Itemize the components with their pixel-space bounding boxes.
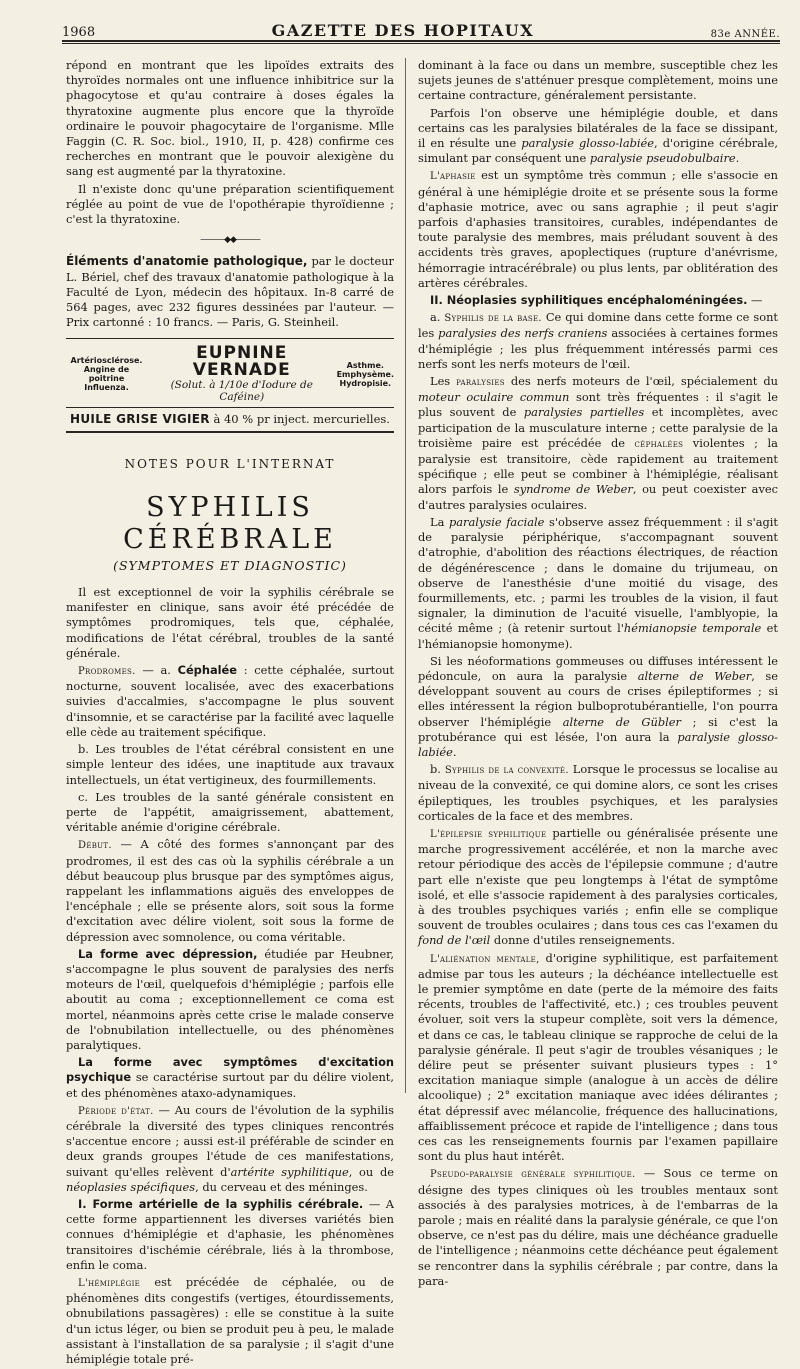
paragraph-b: b. Les troubles de l'état cérébral consistent en une simple lenteur des idées, une inaptitude aux travaux intellectuels, un état vertigineux, des fourmillements. — [66, 742, 394, 787]
ad-eupnine-center — [147, 345, 337, 403]
text-forme-arterielle: — A cette forme appartiennent les diverses variétés bien connues d'hémiplégie et d'aphasie, les phénomènes transitoires d'ischémie cérébrale, liés à la thrombose, enfin le coma. — [66, 1196, 394, 1272]
text-pseudo-paralysie: — Sous ce terme on désigne des types cliniques où les troubles mentaux sont associés à des paralysies motrices, à de l'embarras de la parole ; mais en réalité dans la paralysie générale, ce que l'on observe, ce n'est pas du délire, mais une déchéance graduelle de l'intelligence ; néanmoins cette déchéance peut également se rencontrer dans la syphilis cérébrale ; par contre, dans la para- — [418, 1166, 778, 1288]
label-periode: Période d'état. — [78, 1105, 154, 1117]
text-base-a: a. — [430, 310, 445, 325]
label-cephalees: céphalées — [634, 438, 684, 450]
text-r2-c: . — [735, 151, 740, 166]
ad-huile-rest: à 40 % pr inject. mercurielles. — [209, 412, 390, 427]
paragraph-pedoncule — [418, 654, 778, 760]
text-neoplasies-dash: — — [747, 293, 763, 308]
paragraph-faciale — [418, 515, 778, 652]
italic-glosso-labiee: paralysie glosso-labiée — [521, 136, 655, 151]
label-hemiplegie: L'hémiplégie — [78, 1278, 141, 1289]
journal-title: GAZETTE DES HOPITAUX — [271, 21, 535, 40]
label-pseudo-paralysie: Pseudo-paralysie générale syphilitique. — [430, 1169, 636, 1181]
italic-hemianopsie: hémianopsie temporale — [623, 621, 762, 636]
ad-eupnine-brand: EUPNINE VERNADE — [192, 343, 291, 381]
text-ped-c: ; si c'est la protubérance qui est lésée, l'on aura la — [418, 714, 778, 744]
text-par-f: , ou peut coexister avec d'autres paralysies oculaires. — [418, 482, 778, 512]
paragraph-neoplasies — [418, 293, 778, 308]
text-depression: étudiée par Heubner, s'accompagne le plus souvent de paralysies des nerfs moteurs de l'œil, quelquefois d'hémiplégie ; parfois elle aboutit au coma ; exceptionnellement ce coma est mortel, néanmoins après cette crise le malade conserve de l'obnubilation intellectuelle, ou des phénomènes paralytiques. — [66, 946, 394, 1052]
italic-fond-oeil: fond de l'œil — [418, 933, 491, 948]
book-notice-text: par le docteur L. Bériel, chef des travaux d'anatomie pathologique à la Faculté de Lyon, médecin des hôpitaux. In-8 carré de 564 pages, avec 232 figures dessinées par l'auteur. — Prix cartonné : 10 francs. — Paris, G. Steinheil. — [66, 254, 394, 330]
intro-paragraph: répond en montrant que les lipoïdes extraits des thyroïdes normales ont une influence inhibitrice sur la phagocytose et qu'au contraire à doses égales la thyratoxine augmente plus encore que la thyroïde ordinaire le pouvoir phagocytaire de l'organisme. Mlle Faggin (C. R. Soc. biol., 1910, II, p. 428) confirme ces recherches en montrant que le pouvoir alexigène du sang est augmenté par la thyratoxine. — [66, 58, 394, 179]
ad-eupnine-left — [66, 356, 147, 392]
paragraph-base — [418, 310, 778, 372]
label-aphasie: L'aphasie — [430, 171, 476, 183]
text-fac-a: La — [430, 514, 449, 529]
separator-ornament: ———◆◆——— — [200, 235, 260, 246]
paragraph-hemiplegie — [66, 1275, 394, 1367]
paragraph-aphasie — [418, 168, 778, 291]
label-alienation: L'aliénation mentale, — [430, 953, 540, 965]
paragraph-periode — [66, 1103, 394, 1195]
text-convexite: Lorsque le processus se localise au niveau de la convexité, ce qui domine alors, ce sont les crises épileptiques, les troubles psychiques, et les paralysies corticales de la face et des membres. — [418, 762, 778, 823]
italic-weber: syndrome de Weber — [513, 482, 633, 497]
paragraph-r2 — [418, 106, 778, 167]
italic-alterne-gubler: alterne de Gübler — [562, 714, 681, 729]
page-number: 1968 — [62, 25, 96, 40]
paragraph-forme-arterielle — [66, 1197, 394, 1273]
column-divider — [405, 58, 406, 1093]
label-syphilis-base: Syphilis de la base. — [444, 313, 542, 325]
ad-eupnine-left-3: Influenza. — [84, 383, 129, 393]
head-excitation: La forme avec symptômes d'excitation psychique — [66, 1055, 394, 1085]
ad-huile-grise — [66, 407, 394, 432]
page-header — [62, 14, 780, 42]
text-excitation: se caractérise surtout par du délire violent, et des phénomènes ataxo-adynamiques. — [66, 1070, 394, 1100]
italic-paralysies-partielles: paralysies partielles — [523, 405, 645, 420]
text-hemiplegie: est précédée de céphalée, ou de phénomènes dits congestifs (vertiges, étourdissements, obnubilations passagères) : elle se constitue à la suite d'un ictus léger, ou bien se produit peu à peu, le malade assistant à l'installation de sa paralysie ; il s'agit d'une hémiplégie totale pré- — [66, 1275, 394, 1367]
paragraph-pseudo-paralysie — [418, 1166, 778, 1289]
section-label: NOTES POUR L'INTERNAT — [124, 456, 336, 471]
ad-eupnine-formula: (Solut. à 1/10e d'Iodure de Caféine) — [170, 379, 313, 404]
label-convexite: Syphilis de la convexité. — [444, 765, 569, 777]
paragraph-depression — [66, 947, 394, 1053]
head-depression: La forme avec dépression, — [78, 946, 258, 961]
left-column — [66, 58, 394, 1369]
text-ped-b: , se développant souvent au cours de crises épileptiformes ; si elles intéressent la région bulboprotubérantielle, l'on pourra observer l'hémiplégie — [418, 668, 779, 729]
text-prodromes: : cette céphalée, surtout nocturne, souvent localisée, avec des exacerbations suivies d'accalmies, s'accompagne le plus souvent d'insomnie, et se caractérise par la facilité avec laquelle elle cède au traitement spécifique. — [66, 663, 394, 739]
text-par-e: violentes ; la paralysie est transitoire, cède rapidement au traitement spécifique ; elle peut se combiner à l'hémiplégie, réalisant alors parfois le — [418, 435, 778, 497]
italic-moteur-oculaire: moteur oculaire commun — [418, 390, 570, 405]
italic-paralysie-faciale: paralysie faciale — [448, 514, 545, 529]
paragraph-intro: Il est exceptionnel de voir la syphilis cérébrale se manifester en clinique, sans avoir été précédée de symptômes prodromiques, tels que, céphalée, modifications de l'état cérébral, troubles de la santé générale. — [66, 585, 394, 660]
paragraph-debut — [66, 837, 394, 944]
ad-eupnine-right — [337, 361, 394, 388]
italic-pseudobulbaire: paralysie pseudobulbaire — [589, 151, 736, 166]
book-notice — [66, 254, 394, 330]
italic-nerfs-craniens: paralysies des nerfs craniens — [438, 326, 608, 341]
text-par-a: Les — [430, 374, 457, 389]
italic-arterite: artérite syphilitique — [230, 1164, 349, 1179]
text-r2-a: Parfois l'on observe une hémiplégie double, et dans certains cas les paralysies bilatérales de la face se dissipant, il en résulte une — [418, 105, 778, 151]
text-fac-b: s'observe assez fréquemment : il s'agit de paralysie périphérique, s'accompagnant souvent d'atrophie, d'abolition des réactions électriques, de réaction de dégénérescence ; dans le domaine du trijumeau, on observe de l'anesthésie d'une moitié du visage, des fourmillements, etc. ; parmi les troubles de la vision, il faut signaler, la diminution de l'acuité visuelle, l'amblyopie, la cécité même ; (à retenir surtout l' — [418, 514, 779, 636]
text-debut: — A côté des formes s'annonçant par des prodromes, il est des cas où la syphilis cérébrale a un début beaucoup plus brusque par des symptômes aigus, rappelant les inflammations aiguës des enveloppes de l'encéphale ; elle se présente alors, soit sous la forme d'excitation avec délire violent, soit sous la forme de dépression avec somnolence, ou coma véritable. — [66, 837, 394, 944]
italic-glosso-labiee-2: paralysie glosso-labiée — [418, 729, 778, 759]
ad-huile-brand: HUILE GRISE VIGIER — [70, 412, 210, 427]
text-par-d: et incomplètes, avec participation de la musculature interne ; cette paralysie de la troisième paire est précédée de — [418, 405, 778, 450]
text-base-b: Ce qui domine dans cette forme ce sont les — [418, 310, 778, 341]
italic-alterne-weber: alterne de Weber — [637, 668, 752, 683]
text-epilepsie-end: donne d'utiles renseignements. — [490, 933, 675, 948]
text-fac-c: et l'hémianopsie homonyme). — [418, 621, 778, 651]
conclusion-paragraph: Il n'existe donc qu'une préparation scientifiquement réglée au point de vue de l'opothérapie thyroïdienne ; c'est la thyratoxine. — [66, 181, 394, 227]
text-periode-mid: , ou de — [348, 1164, 394, 1179]
right-column — [418, 58, 778, 1291]
text-base-c: associées à certaines formes d'hémiplégie ; les plus fréquemment intéressés parmi ces nerfs sont les nerfs moteurs de l'œil. — [418, 326, 779, 371]
text-aphasie: est un symptôme très commun ; elle s'associe en général à une hémiplégie droite et se présente sous la forme d'aphasie motrice, avec ou sans agraphie ; il peut s'agir parfois d'aphasies transitoires, curables, indépendantes de toute paralysie des membres, mais préludant souvent à des accidents très graves, apoplectiques (rupture d'anévrisme, hémorragie intracérébrale) ou plus lents, par oblitération des artères cérébrales. — [418, 168, 778, 290]
paragraph-prodromes — [66, 663, 394, 740]
text-alienation: d'origine syphilitique, est parfaitement admise par tous les auteurs ; la déchéance intellectuelle est le premier symptôme en date (perte de la mémoire des faits récents, troubles de l'affectivité, etc.) ; ces troubles peuvent évoluer, soit vers la stupeur complète, soit vers la démence, et dans ce cas, le tableau clinique se rapproche de celui de la paralysie générale. Il peut s'agir de troubles vésaniques ; le délire peut se présenter suivant plusieurs types : 1° excitation maniaque simple (analogue à un accès de délire alcoolique) ; 2° excitation maniaque avec idées délirantes ; état dépressif avec mélancolie, fréquence des hallucinations, affaiblissement précoce et rapide de l'intelligence ; dans tous ces cas les renseignements fournis par l'examen papillaire sont du plus haut intérêt. — [418, 950, 778, 1164]
paragraph-convexite — [418, 762, 778, 824]
paragraph-c: c. Les troubles de la santé générale consistent en perte de l'appétit, amaigrissement, abattement, véritable anémie d'origine cérébrale. — [66, 789, 394, 835]
ad-eupnine-right-2: Emphysème. — [336, 369, 394, 379]
year-label: 83e ANNÉE. — [710, 29, 780, 40]
text-epilepsie: partielle ou généralisée présente une marche progressivement accélérée, et non la marche avec retour périodique des accès de l'épilepsie commune ; d'autre part elle n'existe que peu longtemps à l'état de symptôme isolé, et elle s'associe rapidement à des paralysies corticales, à des troubles psychiques variés ; enfin elle se complique souvent de troubles oculaires ; dans tous ces cas l'examen du — [418, 825, 778, 933]
article-subtitle: (SYMPTOMES ET DIAGNOSTIC) — [113, 557, 347, 573]
paragraph-alienation — [418, 951, 778, 1165]
paragraph-r1: dominant à la face ou dans un membre, susceptible chez les sujets jeunes de s'atténuer presque complètement, moins une certaine contracture, généralement persistante. — [418, 58, 778, 103]
article-title: SYPHILIS CÉRÉBRALE — [123, 491, 337, 555]
text-periode-end: , du cerveau et des méninges. — [195, 1179, 368, 1194]
head-forme-arterielle: I. Forme artérielle de la syphilis cérébrale. — [78, 1196, 364, 1211]
paragraph-paralysies — [418, 374, 778, 513]
text-ped-d: . — [452, 744, 457, 759]
ad-eupnine — [66, 339, 394, 407]
text-prodromes-a: — a. — [135, 663, 178, 678]
head-neoplasies: II. Néoplasies syphilitiques encéphaloméningées. — [430, 293, 748, 308]
text-par-b: des nerfs moteurs de l'œil, spécialement du — [504, 374, 778, 389]
ad-eupnine-right-1: Asthme. — [346, 360, 384, 370]
book-notice-heading: Éléments d'anatomie pathologique, — [66, 254, 308, 269]
text-ped-a: Si les néoformations gommeuses ou diffuses intéressent le pédoncule, on aura la paralysie — [418, 653, 778, 683]
paragraph-excitation — [66, 1055, 394, 1101]
text-conv-a: b. — [430, 762, 445, 777]
label-epilepsie: L'épilepsie syphilitique — [430, 828, 547, 840]
text-r2-b: , d'origine cérébrale, simulant par conséquent une — [418, 136, 778, 166]
label-paralysies: paralysies — [456, 377, 505, 389]
ad-eupnine-left-1: Artériosclérose. — [70, 356, 143, 366]
header-rule — [62, 43, 780, 44]
text-periode: — Au cours de l'évolution de la syphilis cérébrale la diversité des types cliniques rencontrés s'accentue encore ; aussi est-il préférable de scinder en deux grands groupes l'étude de ces manifestations, suivant qu'elles relèvent d' — [66, 1102, 394, 1179]
head-cephalee: Céphalée — [177, 663, 237, 678]
ad-eupnine-left-2: Angine de poitrine — [83, 365, 130, 384]
text-par-c: sont très fréquentes : il s'agit le plus souvent de — [418, 390, 778, 420]
italic-neoplasies: néoplasies spécifiques — [66, 1179, 196, 1194]
label-prodromes: Prodromes. — [78, 666, 136, 678]
paragraph-epilepsie — [418, 826, 778, 949]
label-debut: Début. — [78, 840, 112, 852]
ad-eupnine-right-3: Hydropisie. — [339, 378, 392, 388]
